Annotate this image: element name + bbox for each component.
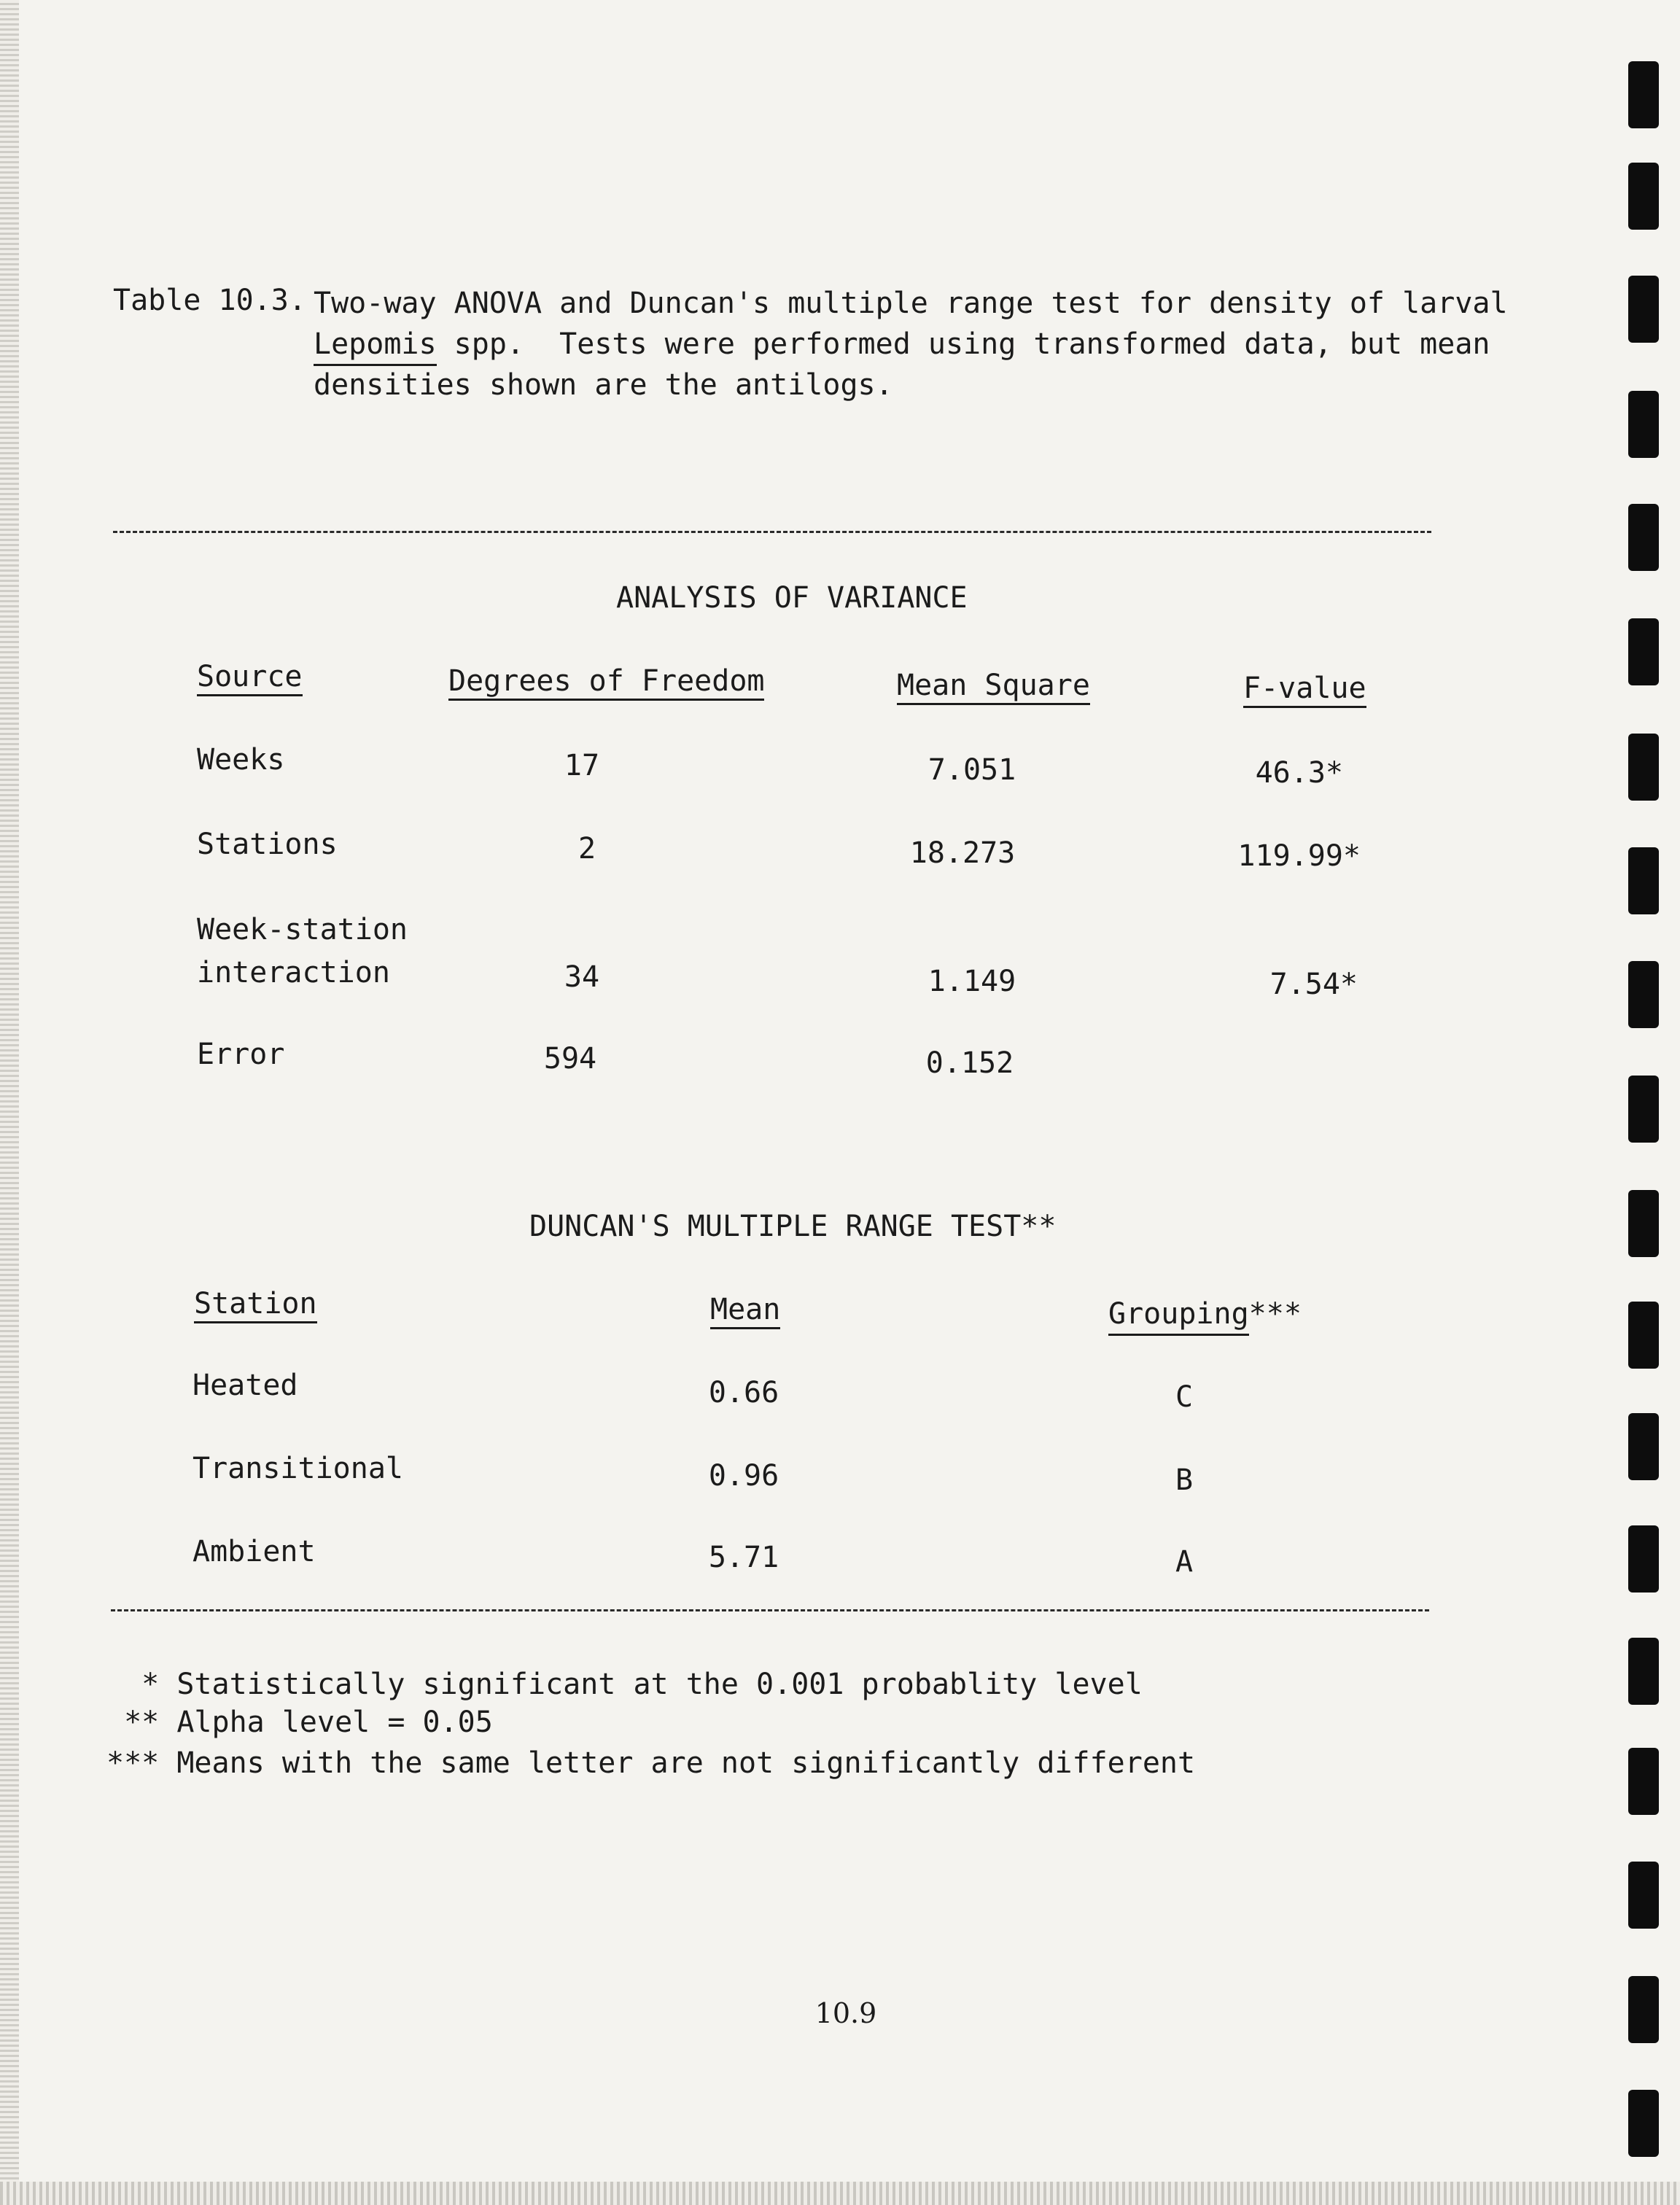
- footnote-alpha: ** Alpha level = 0.05: [106, 1706, 493, 1739]
- mean-cell: 5.71: [708, 1541, 779, 1574]
- df-cell: 17: [564, 749, 600, 782]
- source-cell: Error: [197, 1038, 285, 1071]
- source-cell-line-1: Week-station: [197, 913, 408, 946]
- ms-cell: 18.273: [909, 836, 1016, 870]
- top-rule: [113, 531, 1431, 533]
- grouping-cell: C: [1175, 1380, 1194, 1414]
- station-cell: Heated: [192, 1369, 298, 1402]
- header-mean-square: Mean Square: [897, 671, 1090, 705]
- footnote-significance: * Statistically significant at the 0.001 probablity level: [106, 1668, 1143, 1701]
- station-cell: Transitional: [192, 1452, 403, 1485]
- f-cell: 7.54*: [1269, 968, 1358, 1001]
- station-cell: Ambient: [192, 1535, 316, 1568]
- header-degrees-of-freedom: Degrees of Freedom: [448, 666, 764, 701]
- header-f-value: F-value: [1243, 674, 1366, 708]
- footnote-grouping: *** Means with the same letter are not significantly different: [106, 1746, 1196, 1780]
- mean-cell: 0.66: [708, 1376, 779, 1409]
- grouping-cell: B: [1175, 1463, 1194, 1497]
- caption-line-2: Lepomis spp. Tests were performed using transformed data, but mean: [314, 330, 1490, 359]
- anova-title: ANALYSIS OF VARIANCE: [616, 581, 968, 615]
- duncan-title: DUNCAN'S MULTIPLE RANGE TEST**: [529, 1210, 1057, 1243]
- mean-cell: 0.96: [708, 1459, 779, 1493]
- df-cell: 2: [578, 832, 596, 866]
- grouping-cell: A: [1175, 1545, 1194, 1579]
- source-cell: interaction: [197, 956, 390, 989]
- source-cell: Weeks: [197, 743, 285, 777]
- caption-line-3: densities shown are the antilogs.: [314, 368, 893, 402]
- f-cell: 46.3*: [1255, 756, 1343, 790]
- ms-cell: 0.152: [925, 1046, 1014, 1080]
- header-source: Source: [197, 662, 303, 696]
- header-grouping: Grouping***: [1108, 1299, 1302, 1329]
- ms-cell: 1.149: [928, 965, 1016, 998]
- caption-genus: Lepomis: [314, 327, 437, 366]
- header-station: Station: [194, 1289, 317, 1323]
- page-number: 10.9: [814, 1997, 877, 2029]
- df-cell: 34: [564, 960, 600, 994]
- scan-bottom-edge: [0, 2182, 1680, 2205]
- scan-left-edge: [0, 0, 19, 2205]
- caption-line-1: Two-way ANOVA and Duncan's multiple range test for density of larval: [314, 287, 1508, 320]
- source-cell: Stations: [197, 828, 338, 861]
- caption-label: Table 10.3.: [113, 284, 306, 317]
- ms-cell: 7.051: [928, 753, 1016, 787]
- df-cell: 594: [543, 1042, 597, 1076]
- f-cell: 119.99*: [1237, 839, 1361, 873]
- header-mean: Mean: [710, 1295, 780, 1329]
- bottom-rule: [111, 1609, 1429, 1611]
